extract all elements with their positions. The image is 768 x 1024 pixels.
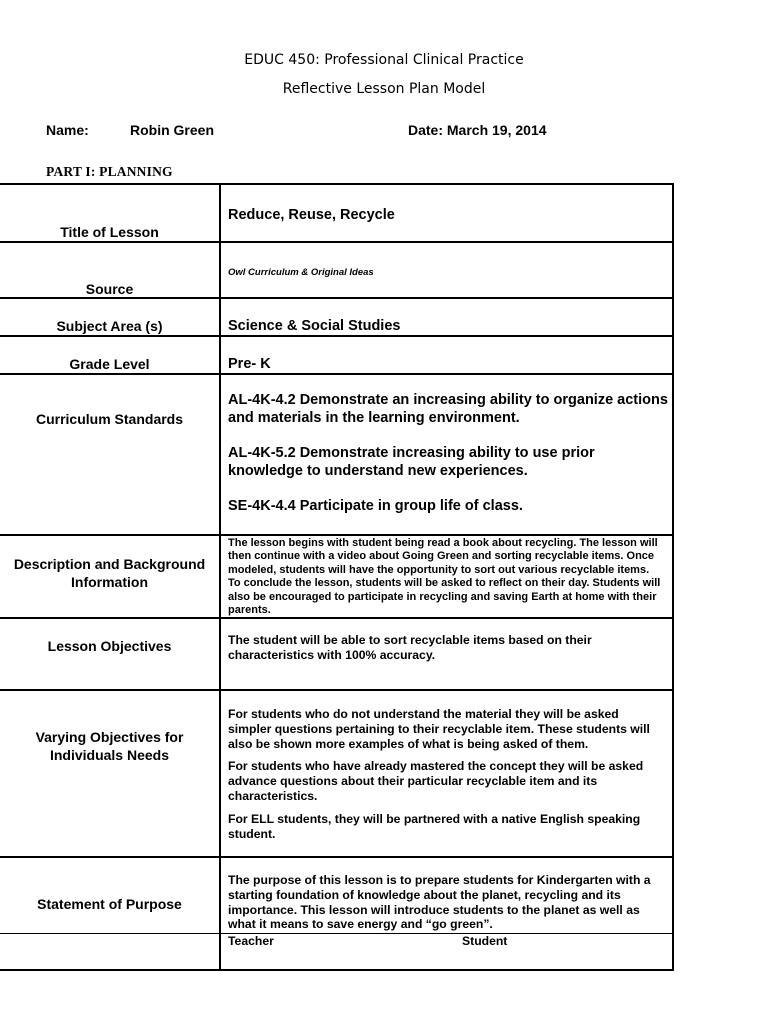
document-title: Reflective Lesson Plan Model	[282, 81, 486, 97]
name-value: Robin Green	[130, 122, 215, 138]
title-of-lesson-value: Reduce, Reuse, Recycle	[228, 207, 395, 223]
varying-objective-item: For ELL students, they will be partnered with a native English speaking student.	[228, 811, 641, 841]
teacher-column-label: Teacher	[228, 934, 274, 948]
varying-objective-item: For students who have already mastered the concept they will be asked advance questions about their particular recyclable item and its characteristics.	[228, 759, 644, 803]
varying-objectives-label: Varying Objectives for Individuals Needs	[35, 729, 184, 763]
row-divider	[0, 241, 672, 243]
description-value: The lesson begins with student being read a book about recycling. The lesson will then continue with a video about Going Green and sorting recyclable items. Once modeled, students will have the opportunity to sort out various recyclable items. To conclude the lesson, students will be asked to reflect on their day. Students will also be encouraged to participate in recycling and saving Earth at home with their parents.	[228, 537, 661, 617]
lesson-plan-table	[0, 183, 674, 971]
row-divider	[0, 933, 672, 934]
curriculum-standards-label: Curriculum Standards	[35, 411, 184, 427]
standard-item: SE-4K-4.4 Participate in group life of class.	[228, 498, 523, 514]
part-title: PART I: PLANNING	[46, 164, 173, 179]
grade-level-label: Grade Level	[69, 356, 150, 372]
row-divider	[0, 856, 672, 858]
statement-of-purpose-value: The purpose of this lesson is to prepare students for Kindergarten with a starting foundation of knowledge about the planet, recycling and its importance. This lesson will introduce students to the planet as well as what it means to save energy and “go green”.	[228, 873, 651, 932]
standard-item: AL-4K-5.2 Demonstrate increasing ability to use prior knowledge to understand new experiences.	[228, 445, 595, 479]
date-text: Date: March 19, 2014	[408, 122, 547, 138]
title-of-lesson-label: Title of Lesson	[60, 224, 159, 240]
varying-objective-item: For students who do not understand the material they will be asked simpler questions pertaining to their recyclable item. These students will also be shown more examples of what is being asked of them.	[228, 707, 650, 751]
source-value: Owl Curriculum & Original Ideas	[228, 267, 374, 278]
description-label: Description and Background Information	[13, 556, 206, 590]
lesson-objectives-label: Lesson Objectives	[47, 638, 172, 654]
row-divider	[0, 689, 672, 691]
source-label: Source	[85, 281, 134, 297]
row-divider	[0, 373, 672, 375]
curriculum-standards-value	[228, 392, 668, 516]
varying-objectives-value	[228, 707, 664, 841]
statement-of-purpose-label: Statement of Purpose	[37, 896, 182, 912]
student-column-label: Student	[462, 934, 508, 948]
grade-level-value: Pre- K	[228, 356, 271, 372]
subject-area-value: Science & Social Studies	[228, 318, 401, 334]
subject-area-label: Subject Area (s)	[56, 318, 163, 334]
standard-item: AL-4K-4.2 Demonstrate an increasing ability to organize actions and materials in the learning environment.	[228, 392, 668, 426]
row-divider	[0, 335, 672, 337]
column-divider	[219, 185, 221, 971]
course-title: EDUC 450: Professional Clinical Practice	[244, 52, 524, 68]
row-divider	[0, 534, 672, 536]
lesson-objectives-value: The student will be able to sort recyclable items based on their characteristics with 100% accuracy.	[228, 633, 592, 662]
name-label: Name:	[46, 122, 89, 138]
